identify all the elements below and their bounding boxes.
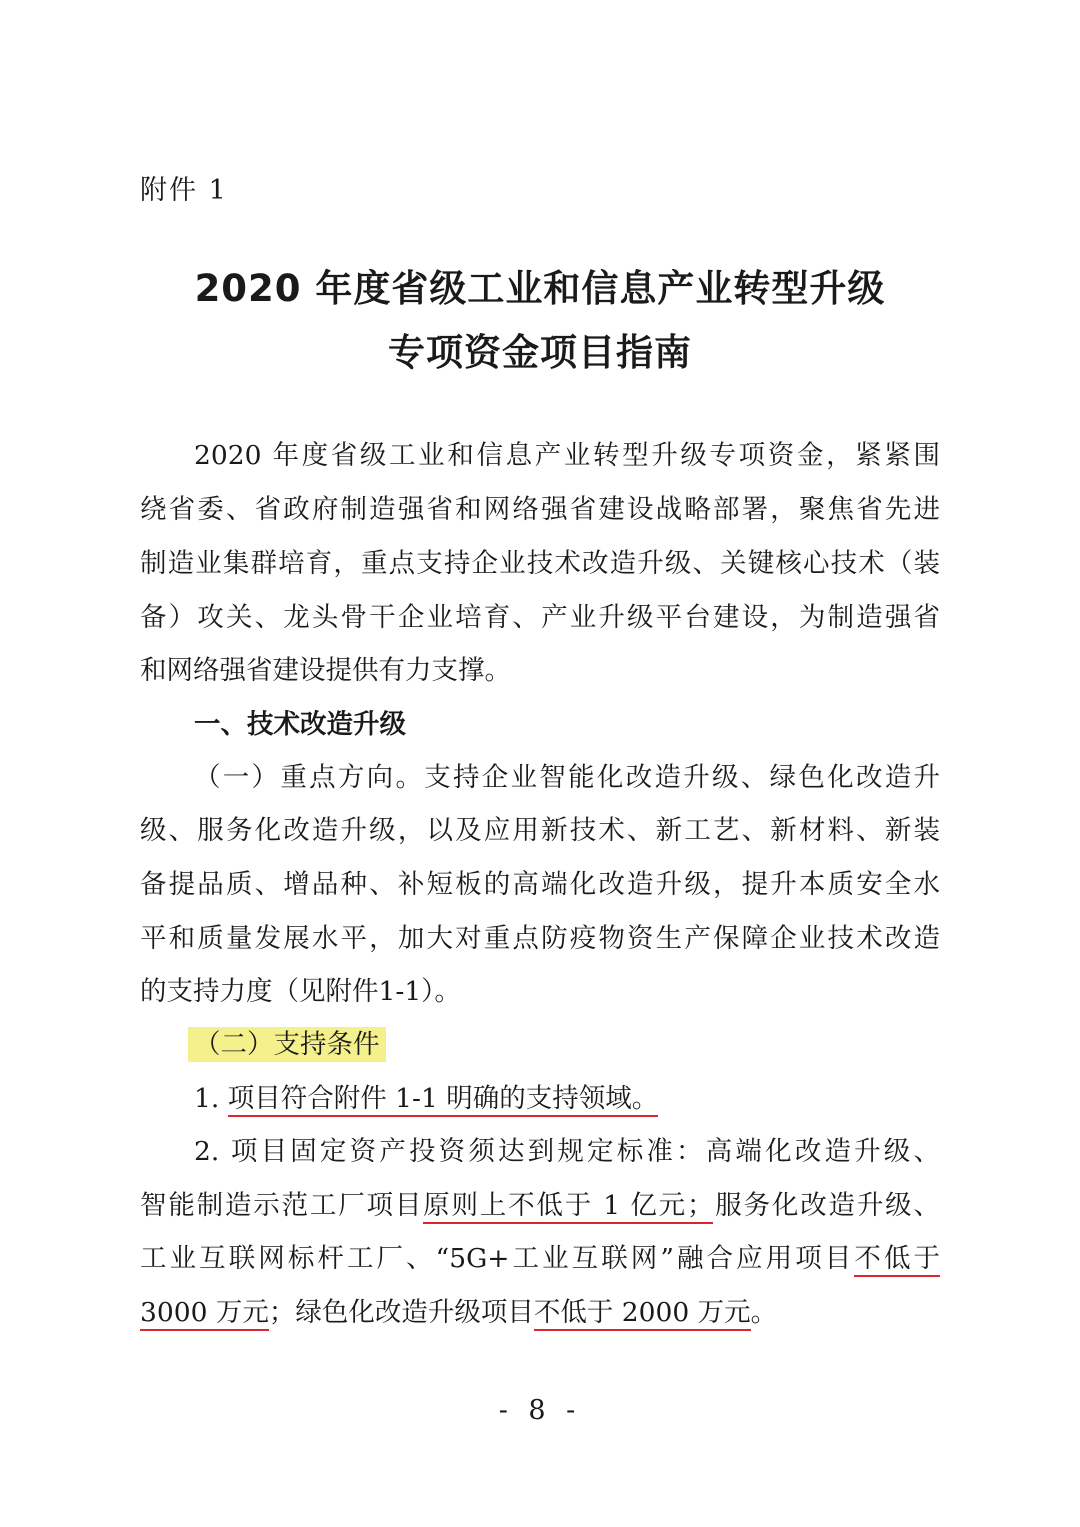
item-1-number: 1. — [194, 1083, 220, 1114]
focus-line-2: 级、服务化改造升级，以及应用新技术、新工艺、新材料、新装 — [140, 815, 940, 846]
attachment-label: 附件 1 — [140, 175, 228, 206]
item-1-text: 项目符合附件 1-1 明确的支持领域。 — [228, 1083, 659, 1117]
item-2-line-1: 2. 项目固定资产投资须达到规定标准：高端化改造升级、 — [194, 1136, 940, 1167]
item-1 — [194, 1071, 940, 1127]
item-2-line-3 — [140, 1231, 940, 1287]
section-heading: 一、技术改造升级 — [194, 709, 406, 740]
intro-line-5: 和网络强省建设提供有力支撑。 — [140, 655, 511, 686]
focus-line-5: 的支持力度（见附件1-1）。 — [140, 976, 461, 1007]
item-2-text-3a: 工业互联网标杆工厂、“5G+工业互联网”融合应用项目 — [140, 1243, 855, 1274]
intro-line-4: 备）攻关、龙头骨干企业培育、产业升级平台建设，为制造强省 — [140, 602, 940, 633]
page-number: - 8 - — [498, 1395, 582, 1426]
title-line-1: 2020 年度省级工业和信息产业转型升级 — [194, 267, 886, 310]
intro-line-2: 绕省委、省政府制造强省和网络强省建设战略部署，聚焦省先进 — [140, 494, 940, 525]
item-2-threshold-3: 不低于 2000 万元 — [534, 1297, 751, 1331]
item-2-text-2c: 服务化改造升级、 — [713, 1190, 940, 1221]
focus-line-4: 平和质量发展水平，加大对重点防疫物资生产保障企业技术改造 — [140, 923, 940, 954]
item-2-threshold-1: 原则上不低于 1 亿元； — [423, 1190, 713, 1224]
item-2-text-4b: ；绿色化改造升级项目 — [268, 1297, 534, 1328]
item-2-threshold-2a: 不低于 — [854, 1243, 940, 1277]
item-2-text-2a: 智能制造示范工厂项目 — [140, 1190, 424, 1221]
focus-line-1: （一）重点方向。支持企业智能化改造升级、绿色化改造升 — [194, 762, 940, 793]
focus-line-3: 备提品质、增品种、补短板的高端化改造升级，提升本质安全水 — [140, 869, 940, 900]
title-line-2: 专项资金项目指南 — [388, 331, 692, 374]
conditions-heading-row — [194, 1017, 940, 1073]
item-2-line-2 — [140, 1178, 940, 1234]
conditions-heading: （二）支持条件 — [188, 1027, 386, 1062]
intro-line-3: 制造业集群培育，重点支持企业技术改造升级、关键核心技术（装 — [140, 548, 940, 579]
item-2-line-4 — [140, 1285, 940, 1341]
item-2-period: 。 — [750, 1297, 778, 1328]
item-2-threshold-2b: 3000 万元 — [140, 1297, 269, 1331]
intro-line-1: 2020 年度省级工业和信息产业转型升级专项资金，紧紧围 — [194, 440, 940, 471]
